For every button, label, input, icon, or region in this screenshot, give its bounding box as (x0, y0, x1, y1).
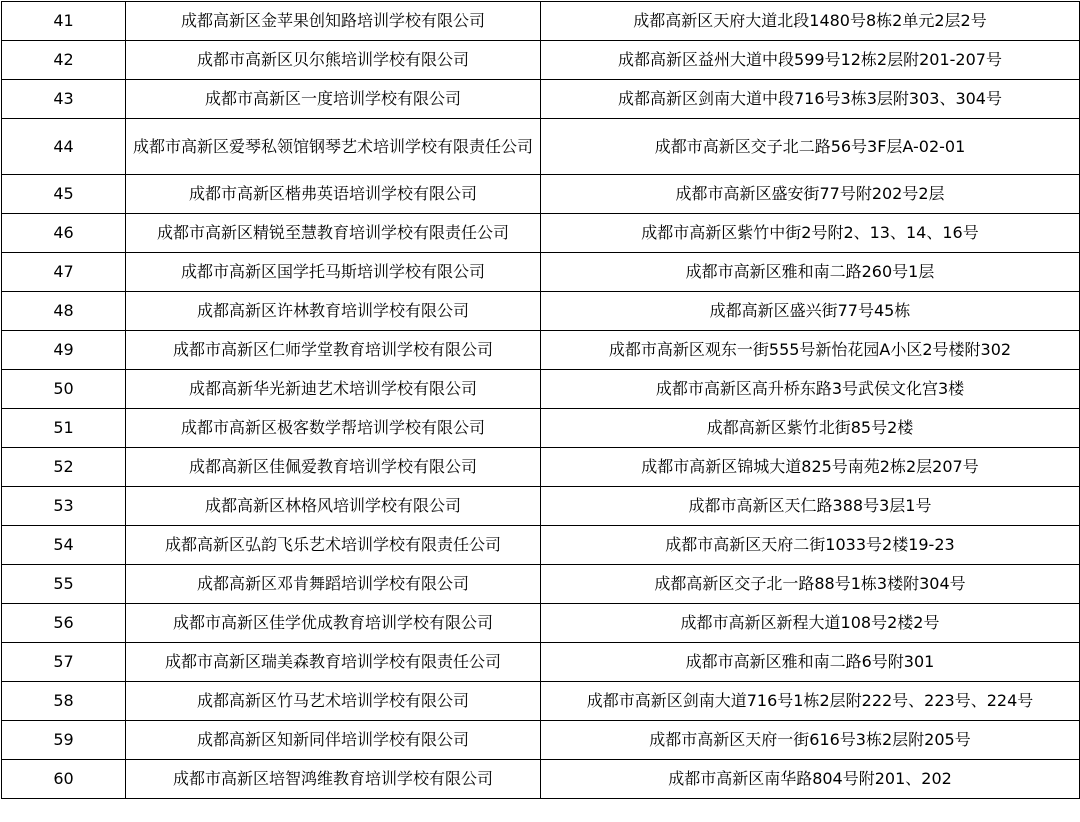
row-number: 46 (2, 214, 126, 253)
school-address: 成都市高新区锦城大道825号南苑2栋2层207号 (541, 448, 1080, 487)
school-address: 成都市高新区高升桥东路3号武侯文化宫3楼 (541, 370, 1080, 409)
school-address: 成都市高新区盛安街77号附202号2层 (541, 175, 1080, 214)
row-number: 48 (2, 292, 126, 331)
table-row (2, 370, 1080, 409)
row-number: 47 (2, 253, 126, 292)
school-name: 成都高新区佳佩爱教育培训学校有限公司 (126, 448, 541, 487)
row-number: 49 (2, 331, 126, 370)
school-address: 成都市高新区天仁路388号3层1号 (541, 487, 1080, 526)
school-address: 成都市高新区新程大道108号2楼2号 (541, 604, 1080, 643)
table-row (2, 487, 1080, 526)
table-row (2, 643, 1080, 682)
table-row (2, 526, 1080, 565)
school-name: 成都高新区林格风培训学校有限公司 (126, 487, 541, 526)
table-row (2, 292, 1080, 331)
school-address: 成都市高新区雅和南二路260号1层 (541, 253, 1080, 292)
school-name: 成都市高新区佳学优成教育培训学校有限公司 (126, 604, 541, 643)
row-number: 50 (2, 370, 126, 409)
row-number: 42 (2, 41, 126, 80)
table-row (2, 175, 1080, 214)
row-number: 44 (2, 119, 126, 175)
school-name: 成都市高新区贝尔熊培训学校有限公司 (126, 41, 541, 80)
school-name: 成都高新区弘韵飞乐艺术培训学校有限责任公司 (126, 526, 541, 565)
school-name: 成都市高新区仁师学堂教育培训学校有限公司 (126, 331, 541, 370)
school-name: 成都市高新区国学托马斯培训学校有限公司 (126, 253, 541, 292)
table-row (2, 2, 1080, 41)
school-name: 成都市高新区楷弗英语培训学校有限公司 (126, 175, 541, 214)
row-number: 52 (2, 448, 126, 487)
school-address: 成都市高新区雅和南二路6号附301 (541, 643, 1080, 682)
school-name: 成都高新区知新同伴培训学校有限公司 (126, 721, 541, 760)
school-name: 成都市高新区精锐至慧教育培训学校有限责任公司 (126, 214, 541, 253)
table-row (2, 409, 1080, 448)
row-number: 57 (2, 643, 126, 682)
school-address: 成都高新区交子北一路88号1栋3楼附304号 (541, 565, 1080, 604)
row-number: 59 (2, 721, 126, 760)
school-address: 成都市高新区剑南大道716号1栋2层附222号、223号、224号 (541, 682, 1080, 721)
row-number: 54 (2, 526, 126, 565)
school-name: 成都市高新区培智鸿维教育培训学校有限公司 (126, 760, 541, 799)
school-name: 成都市高新区一度培训学校有限公司 (126, 80, 541, 119)
table-row (2, 760, 1080, 799)
table-row (2, 41, 1080, 80)
school-address: 成都高新区益州大道中段599号12栋2层附201-207号 (541, 41, 1080, 80)
school-address: 成都市高新区观东一街555号新怡花园A小区2号楼附302 (541, 331, 1080, 370)
school-address: 成都高新区剑南大道中段716号3栋3层附303、304号 (541, 80, 1080, 119)
row-number: 60 (2, 760, 126, 799)
school-name: 成都高新区许林教育培训学校有限公司 (126, 292, 541, 331)
school-name: 成都高新区邓肯舞蹈培训学校有限公司 (126, 565, 541, 604)
table-row (2, 604, 1080, 643)
table-row (2, 448, 1080, 487)
school-address: 成都高新区紫竹北街85号2楼 (541, 409, 1080, 448)
school-address: 成都市高新区南华路804号附201、202 (541, 760, 1080, 799)
table-row (2, 331, 1080, 370)
table-row (2, 80, 1080, 119)
row-number: 58 (2, 682, 126, 721)
school-address: 成都高新区盛兴街77号45栋 (541, 292, 1080, 331)
table-row (2, 721, 1080, 760)
school-name: 成都高新华光新迪艺术培训学校有限公司 (126, 370, 541, 409)
school-address: 成都市高新区天府二街1033号2楼19-23 (541, 526, 1080, 565)
table-row (2, 565, 1080, 604)
row-number: 56 (2, 604, 126, 643)
school-name: 成都市高新区极客数学帮培训学校有限公司 (126, 409, 541, 448)
row-number: 55 (2, 565, 126, 604)
school-name: 成都高新区金苹果创知路培训学校有限公司 (126, 2, 541, 41)
school-list-table (1, 1, 1080, 799)
school-address: 成都市高新区天府一街616号3栋2层附205号 (541, 721, 1080, 760)
school-address: 成都市高新区交子北二路56号3F层A-02-01 (541, 119, 1080, 175)
school-address: 成都市高新区紫竹中街2号附2、13、14、16号 (541, 214, 1080, 253)
row-number: 53 (2, 487, 126, 526)
table-row (2, 682, 1080, 721)
row-number: 45 (2, 175, 126, 214)
table-body (2, 2, 1080, 799)
row-number: 43 (2, 80, 126, 119)
row-number: 51 (2, 409, 126, 448)
table-row (2, 253, 1080, 292)
row-number: 41 (2, 2, 126, 41)
school-name: 成都市高新区爱琴私领馆钢琴艺术培训学校有限责任公司 (126, 119, 541, 175)
table-row (2, 214, 1080, 253)
school-address: 成都高新区天府大道北段1480号8栋2单元2层2号 (541, 2, 1080, 41)
school-name: 成都高新区竹马艺术培训学校有限公司 (126, 682, 541, 721)
table-row (2, 119, 1080, 175)
school-name: 成都市高新区瑞美森教育培训学校有限责任公司 (126, 643, 541, 682)
